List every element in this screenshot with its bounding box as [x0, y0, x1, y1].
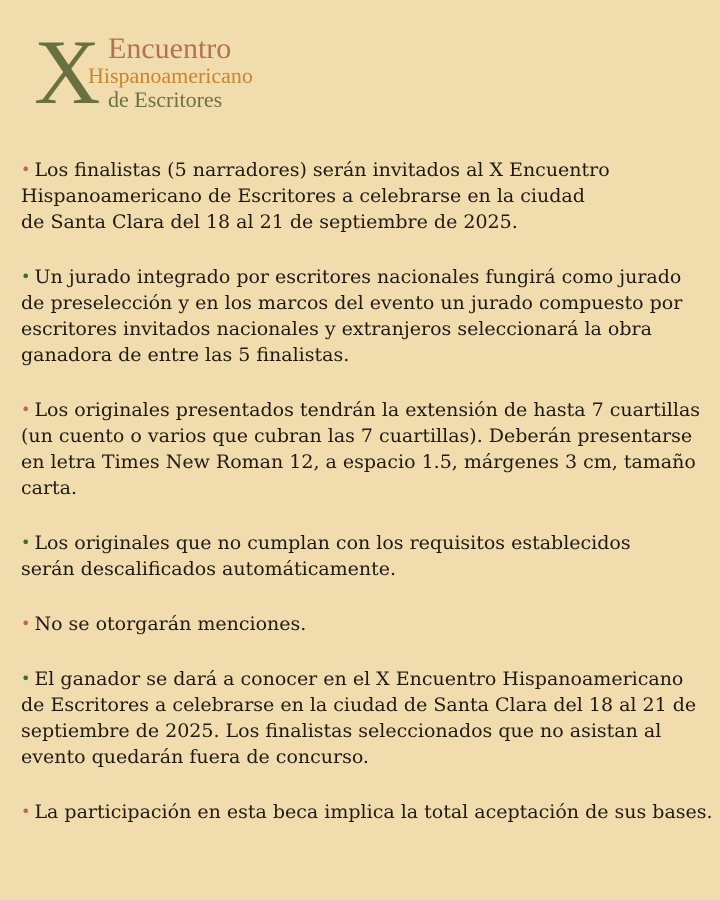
- rule-text: Un jurado integrado por escritores nacionales fungirá como jurado: [34, 266, 682, 288]
- rule-line: [21, 666, 707, 692]
- rule-line: [21, 397, 707, 423]
- rule-item: [21, 666, 707, 770]
- rule-line: septiembre de 2025. Los finalistas seleccionados que no asistan al: [21, 720, 662, 742]
- rule-line: [21, 264, 707, 290]
- rule-line: [21, 157, 707, 183]
- rule-item: [21, 264, 707, 368]
- rule-line: carta.: [21, 477, 78, 499]
- rule-line: de preselección y en los marcos del evento un jurado compuesto por: [21, 292, 683, 314]
- bullet-icon: •: [21, 802, 31, 821]
- rule-line: (un cuento o varios que cubran las 7 cuartillas). Deberán presentarse: [21, 425, 693, 447]
- rule-line: Hispanoamericano de Escritores a celebrarse en la ciudad: [21, 185, 585, 207]
- rule-line: de Santa Clara del 18 al 21 de septiembre de 2025.: [21, 211, 518, 233]
- rule-item: [21, 397, 707, 501]
- rule-line: en letra Times New Roman 12, a espacio 1.5, márgenes 3 cm, tamaño: [21, 451, 696, 473]
- bullet-icon: •: [21, 160, 31, 179]
- bullet-icon: •: [21, 267, 31, 286]
- logo-title-hispanoamericano: Hispanoamericano: [88, 63, 253, 88]
- rule-line: [21, 611, 707, 637]
- rule-line: ganadora de entre las 5 finalistas.: [21, 344, 350, 366]
- bullet-icon: •: [21, 533, 31, 552]
- logo-title-escritores: de Escritores: [108, 87, 223, 112]
- rule-text: Los finalistas (5 narradores) serán invitados al X Encuentro: [34, 159, 610, 181]
- logo-title-encuentro: Encuentro: [108, 32, 232, 65]
- bullet-icon: •: [21, 614, 31, 633]
- logo-roman-numeral: X: [34, 21, 101, 123]
- rule-text: La participación en esta beca implica la total aceptación de sus bases.: [34, 801, 713, 823]
- rule-line: escritores invitados nacionales y extranjeros seleccionará la obra: [21, 318, 652, 340]
- rule-item: [21, 799, 713, 825]
- rule-line: serán descalificados automáticamente.: [21, 558, 397, 580]
- rule-line: de Escritores a celebrarse en la ciudad de Santa Clara del 18 al 21 de: [21, 694, 697, 716]
- rule-text: No se otorgarán menciones.: [34, 613, 307, 635]
- rule-item: [21, 157, 707, 235]
- rule-line: [21, 799, 713, 825]
- rules-list: [21, 157, 713, 854]
- bullet-icon: •: [21, 669, 31, 688]
- rule-text: El ganador se dará a conocer en el X Encuentro Hispanoamericano: [34, 668, 684, 690]
- rule-line: [21, 530, 707, 556]
- rule-item: [21, 530, 707, 582]
- rule-text: Los originales que no cumplan con los requisitos establecidos: [34, 532, 631, 554]
- rule-line: evento quedarán fuera de concurso.: [21, 746, 369, 768]
- bullet-icon: •: [21, 400, 31, 419]
- event-logo: [34, 21, 314, 123]
- rule-text: Los originales presentados tendrán la extensión de hasta 7 cuartillas: [34, 399, 701, 421]
- rule-item: [21, 611, 707, 637]
